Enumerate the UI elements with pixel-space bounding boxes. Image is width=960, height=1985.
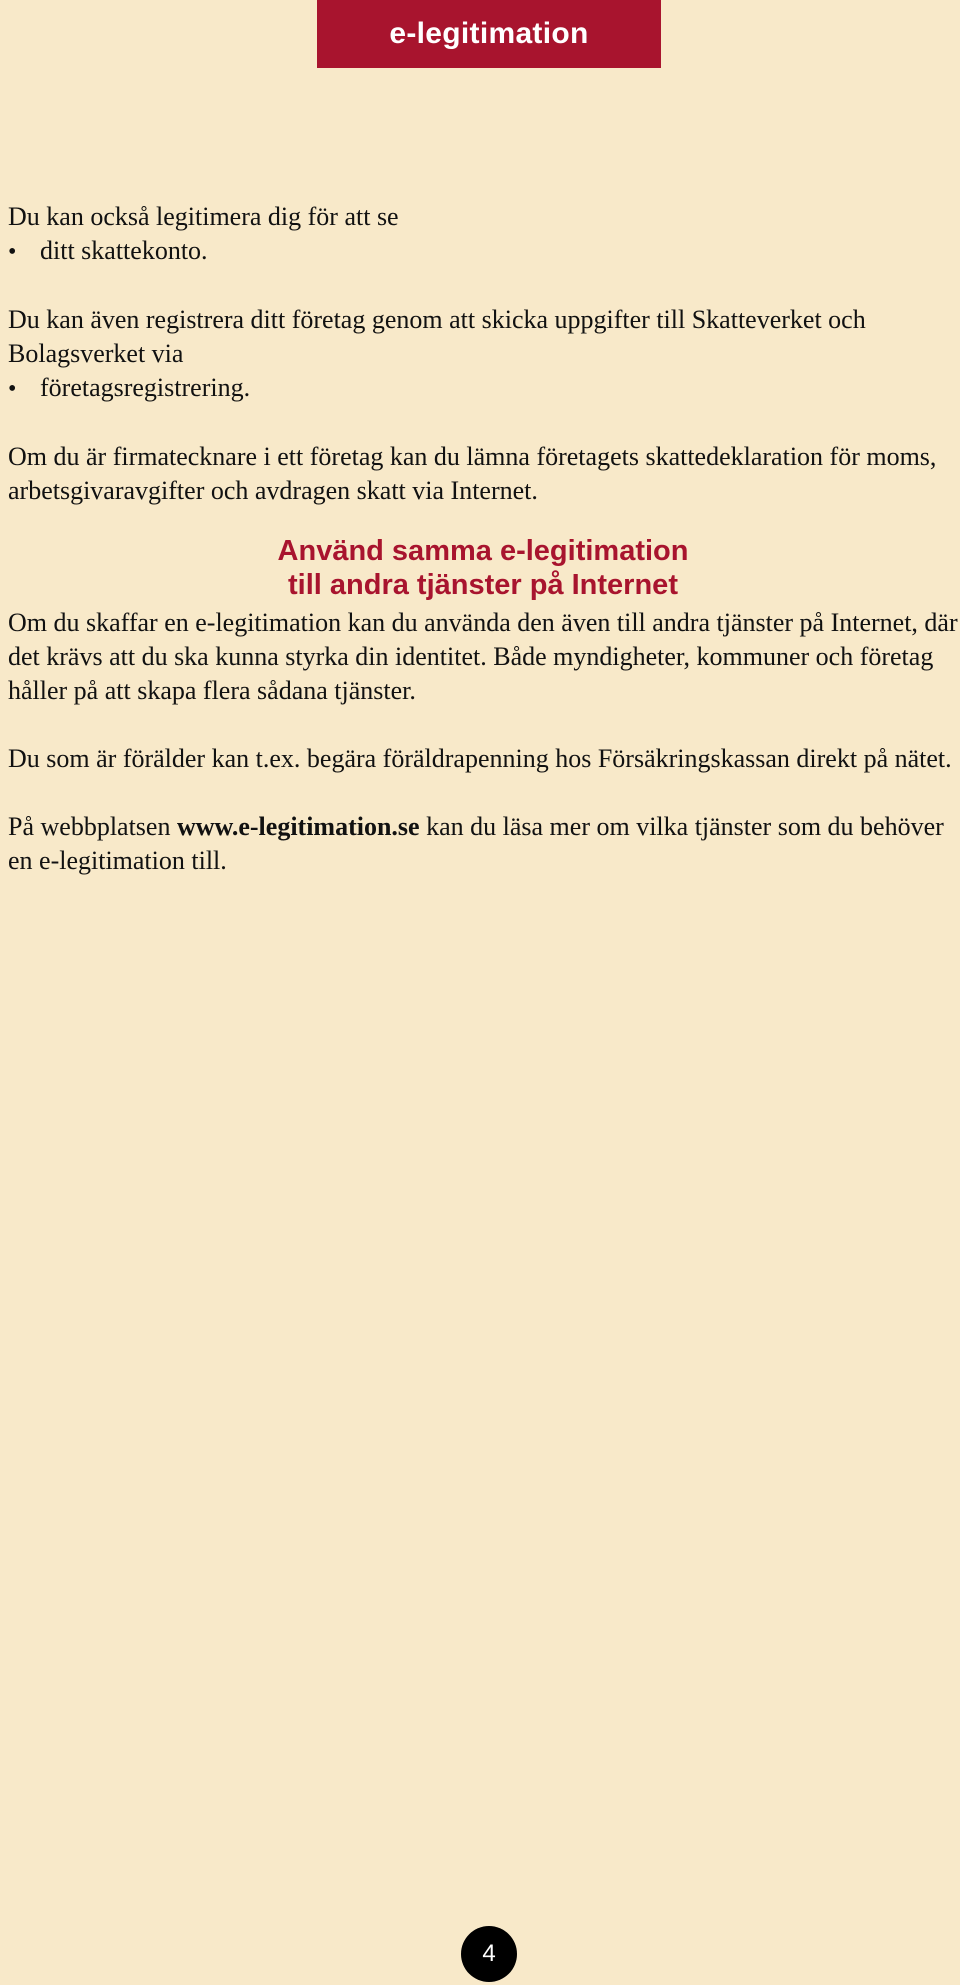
page-number-badge xyxy=(461,1926,517,1982)
document-body xyxy=(8,200,958,878)
paragraph-firmatecknare: Om du är firmatecknare i ett företag kan du lämna företagets skattedeklaration för moms, arbetsgivaravgifter och avdragen skatt via Internet. xyxy=(8,442,937,505)
bullet-icon: • xyxy=(8,376,17,402)
header-title: e-legitimation xyxy=(389,17,589,50)
paragraph-foretagsregistrering: Du kan även registrera ditt företag genom att skicka uppgifter till Skatteverket och Bolagsverket via xyxy=(8,305,866,368)
page-number: 4 xyxy=(482,1940,496,1967)
list-item-skattekonto xyxy=(8,234,958,269)
list-item-label: företagsregistrering. xyxy=(40,373,251,402)
list-item-label: ditt skattekonto. xyxy=(40,236,208,265)
paragraph-webbplats-before: På webbplatsen xyxy=(8,812,177,841)
header-title-tab xyxy=(317,0,661,68)
section-heading xyxy=(8,534,958,602)
paragraph-foraldrapenning: Du som är förälder kan t.ex. begära föräldrapenning hos Försäkringskassan direkt på nätet. xyxy=(8,744,952,773)
bullet-icon: • xyxy=(8,239,17,265)
paragraph-webbplats xyxy=(8,810,958,878)
list-item-foretagsregistrering xyxy=(8,371,958,406)
paragraph-andra-tjanster: Om du skaffar en e-legitimation kan du använda den även till andra tjänster på Internet, där det krävs att du ska kunna styrka din identitet. Både myndigheter, kommuner och företag håller på att skapa flera sådana tjänster. xyxy=(8,608,958,705)
section-heading-line-1: Använd samma e-legitimation xyxy=(277,535,689,567)
paragraph-webbplats-after: kan du läsa mer om vilka tjänster som du behöver en e-legitimation till. xyxy=(8,812,944,875)
paragraph-skattekonto-intro: Du kan också legitimera dig för att se xyxy=(8,202,399,231)
website-link[interactable]: www.e-legitimation.se xyxy=(176,812,420,841)
section-heading-line-2: till andra tjänster på Internet xyxy=(288,569,678,601)
